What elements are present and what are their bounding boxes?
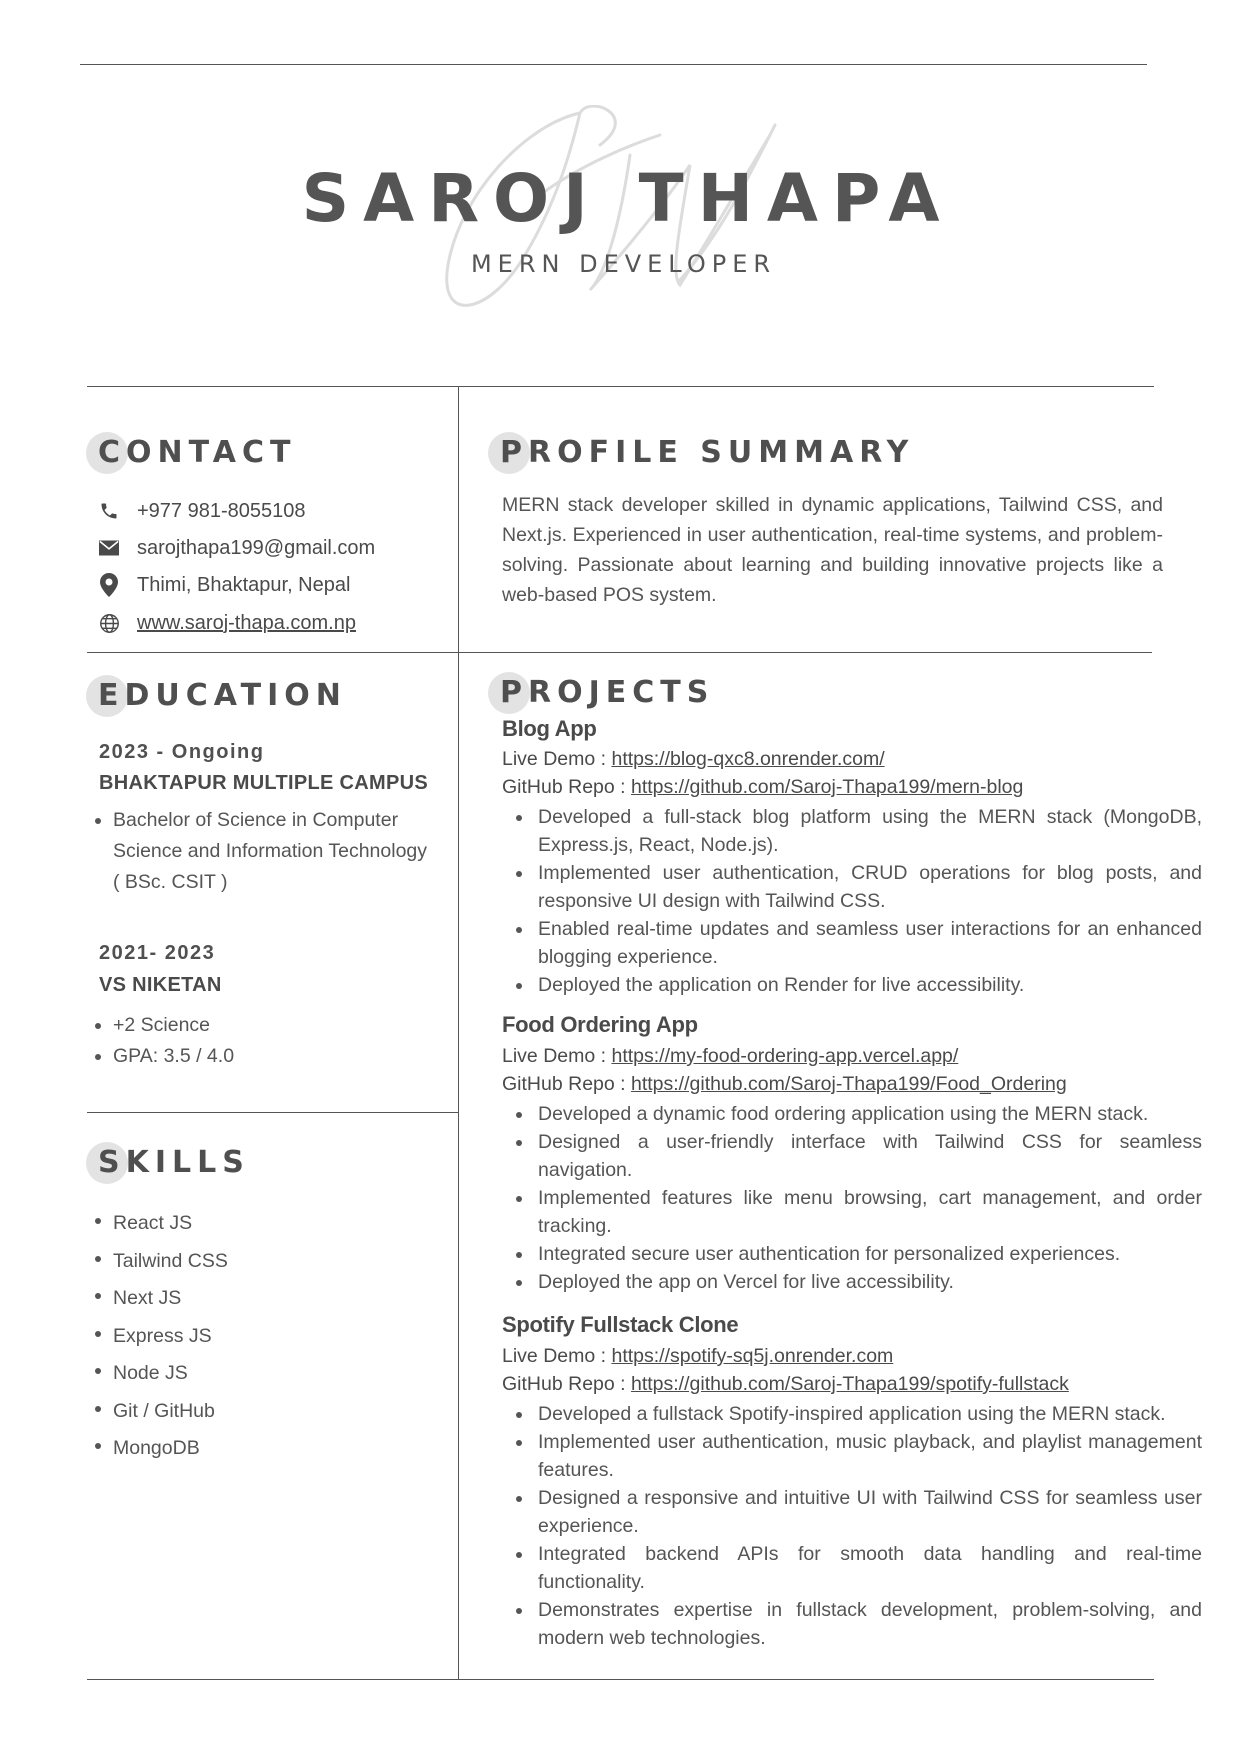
list-item: Integrated secure user authentication for personalized experiences. [512,1240,1202,1268]
website-link[interactable]: www.saroj-thapa.com.np [137,611,356,634]
contact-email: sarojthapa199@gmail.com [97,533,375,563]
skill-item: Next JS [95,1280,435,1318]
list-item: Deployed the app on Vercel for live accessibility. [512,1268,1202,1296]
list-item: Implemented user authentication, music playback, and playlist management features. [512,1428,1202,1484]
skill-item: Git / GitHub [95,1393,435,1431]
project-repo: GitHub Repo : https://github.com/Saroj-Thapa199/spotify-fullstack [502,1373,1069,1395]
contact-phone: +977 981-8055108 [97,496,306,526]
list-item: Demonstrates expertise in fullstack development, problem-solving, and modern web technologies. [512,1596,1202,1652]
project-title: Blog App [502,716,597,741]
list-item: Developed a fullstack Spotify-inspired application using the MERN stack. [512,1400,1202,1428]
education-date: 2023 - Ongoing [99,741,265,763]
education-details [95,1010,435,1072]
section-rule-skills [87,1112,458,1113]
list-item: Designed a responsive and intuitive UI with Tailwind CSS for seamless user experience. [512,1484,1202,1540]
project-points [512,803,1202,999]
project-points [512,1100,1202,1296]
skill-item: Node JS [95,1355,435,1393]
project-repo: GitHub Repo : https://github.com/Saroj-Thapa199/Food_Ordering [502,1073,1067,1095]
section-rule-top [87,386,1154,387]
list-item: Integrated backend APIs for smooth data handling and real-time functionality. [512,1540,1202,1596]
list-item: Enabled real-time updates and seamless user interactions for an enhanced blogging experience. [512,915,1202,971]
repo-link[interactable]: https://github.com/Saroj-Thapa199/Food_Ordering [630,1073,1067,1095]
education-details [95,805,435,898]
section-rule-middle [87,652,1152,653]
project-demo: Live Demo : https://blog-qxc8.onrender.com/ [502,748,885,770]
list-item: Designed a user-friendly interface with Tailwind CSS for seamless navigation. [512,1128,1202,1184]
skill-item: Express JS [95,1318,435,1356]
skill-item: Tailwind CSS [95,1243,435,1281]
mail-icon [97,536,121,560]
list-item: Bachelor of Science in Computer Science and Information Technology ( BSc. CSIT ) [95,805,435,898]
list-item: Implemented features like menu browsing, cart management, and order tracking. [512,1184,1202,1240]
column-divider [458,386,459,1680]
repo-link[interactable]: https://github.com/Saroj-Thapa199/spotify-fullstack [630,1373,1069,1395]
phone-icon [97,499,121,523]
skill-item: MongoDB [95,1430,435,1468]
demo-link[interactable]: https://my-food-ordering-app.vercel.app/ [611,1045,959,1067]
project-title: Food Ordering App [502,1012,698,1037]
list-item: GPA: 3.5 / 4.0 [95,1041,435,1072]
project-repo: GitHub Repo : https://github.com/Saroj-Thapa199/mern-blog [502,776,1024,798]
profile-summary-text: MERN stack developer skilled in dynamic applications, Tailwind CSS, and Next.js. Experienced in user authentication, real-time systems, and problem-solving. Passionate about learning and building innovative projects like a web-based POS system. [502,494,1163,606]
contact-website [97,608,356,638]
project-demo: Live Demo : https://my-food-ordering-app.vercel.app/ [502,1045,959,1067]
location-pin-icon [97,573,121,597]
education-school: VS NIKETAN [99,974,222,996]
list-item: Developed a dynamic food ordering application using the MERN stack. [512,1100,1202,1128]
candidate-role: MERN DEVELOPER [470,250,777,278]
repo-link[interactable]: https://github.com/Saroj-Thapa199/mern-blog [630,776,1024,798]
project-demo: Live Demo : https://spotify-sq5j.onrender.com [502,1345,894,1367]
list-item: Developed a full-stack blog platform using the MERN stack (MongoDB, Express.js, React, Node.js). [512,803,1202,859]
section-rule-bottom [87,1679,1154,1680]
education-school: BHAKTAPUR MULTIPLE CAMPUS [99,772,428,794]
contact-address: Thimi, Bhaktapur, Nepal [97,570,350,600]
globe-icon [97,611,121,635]
list-item: Deployed the application on Render for live accessibility. [512,971,1202,999]
skill-item: React JS [95,1205,435,1243]
project-title: Spotify Fullstack Clone [502,1312,739,1337]
top-rule [80,64,1147,65]
skills-list [95,1205,435,1468]
list-item: Implemented user authentication, CRUD operations for blog posts, and responsive UI design with Tailwind CSS. [512,859,1202,915]
demo-link[interactable]: https://spotify-sq5j.onrender.com [611,1345,894,1367]
education-date: 2021- 2023 [99,942,216,964]
project-points [512,1400,1202,1652]
candidate-name: SAROJ THAPA [301,160,954,237]
demo-link[interactable]: https://blog-qxc8.onrender.com/ [611,748,885,770]
list-item: +2 Science [95,1010,435,1041]
